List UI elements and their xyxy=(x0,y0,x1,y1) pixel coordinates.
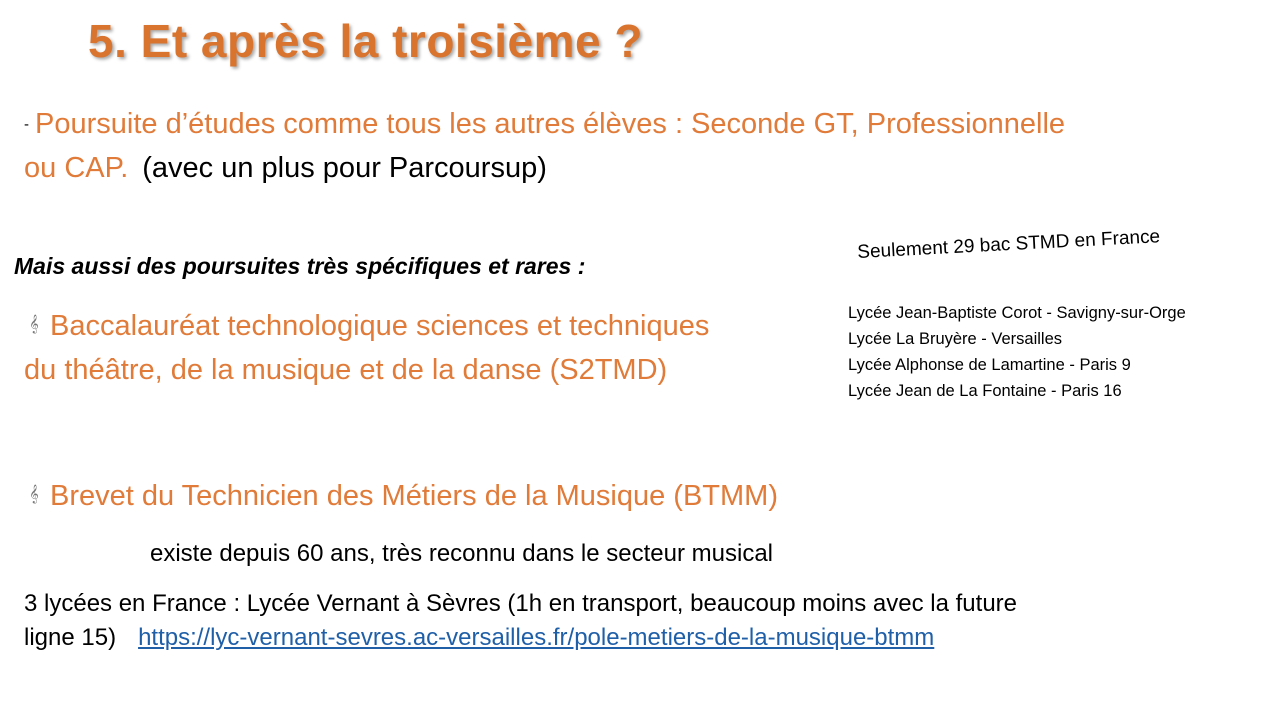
lycee-item: Lycée Alphonse de Lamartine - Paris 9 xyxy=(848,356,1131,374)
lycee-item: Lycée Jean de La Fontaine - Paris 16 xyxy=(848,382,1122,400)
lycee-item: Lycée Jean-Baptiste Corot - Savigny-sur-Orge xyxy=(848,304,1186,322)
stmd-count-note: Seulement 29 bac STMD en France xyxy=(856,226,1161,264)
ligne-15-text: ligne 15) xyxy=(24,624,117,651)
lycee-list xyxy=(848,300,1186,404)
poursuite-line-2 xyxy=(24,152,547,185)
btmm-lycees-line-2 xyxy=(24,624,934,652)
poursuite-text: Poursuite d’études comme tous les autres élèves : Seconde GT, Professionnelle xyxy=(35,108,1066,140)
poursuite-cap-text: ou CAP. xyxy=(24,152,129,184)
s2tmd-line-2: du théâtre, de la musique et de la danse (S2TMD) xyxy=(24,354,668,386)
s2tmd-line-1 xyxy=(24,310,709,343)
parcoursup-note: (avec un plus pour Parcoursup) xyxy=(142,152,547,184)
treble-clef-icon: 𝄞 xyxy=(29,484,39,503)
btmm-title-text: Brevet du Technicien des Métiers de la Musique (BTMM) xyxy=(50,480,778,512)
s2tmd-text-1: Baccalauréat technologique sciences et techniques xyxy=(50,310,710,342)
vernant-link[interactable]: https://lyc-vernant-sevres.ac-versailles.fr/pole-metiers-de-la-musique-btmm xyxy=(138,624,935,651)
dash-bullet: - xyxy=(24,116,29,133)
treble-clef-icon: 𝄞 xyxy=(29,314,39,333)
btmm-lycees-line-1: 3 lycées en France : Lycée Vernant à Sèvres (1h en transport, beaucoup moins avec la future xyxy=(24,590,1018,617)
slide-title: 5. Et après la troisième ? xyxy=(88,15,644,67)
specifiques-heading: Mais aussi des poursuites très spécifiques et rares : xyxy=(14,253,586,279)
poursuite-line-1 xyxy=(24,108,1065,141)
lycee-item: Lycée La Bruyère - Versailles xyxy=(848,330,1062,348)
btmm-note: existe depuis 60 ans, très reconnu dans le secteur musical xyxy=(150,540,774,567)
btmm-title xyxy=(24,480,778,513)
